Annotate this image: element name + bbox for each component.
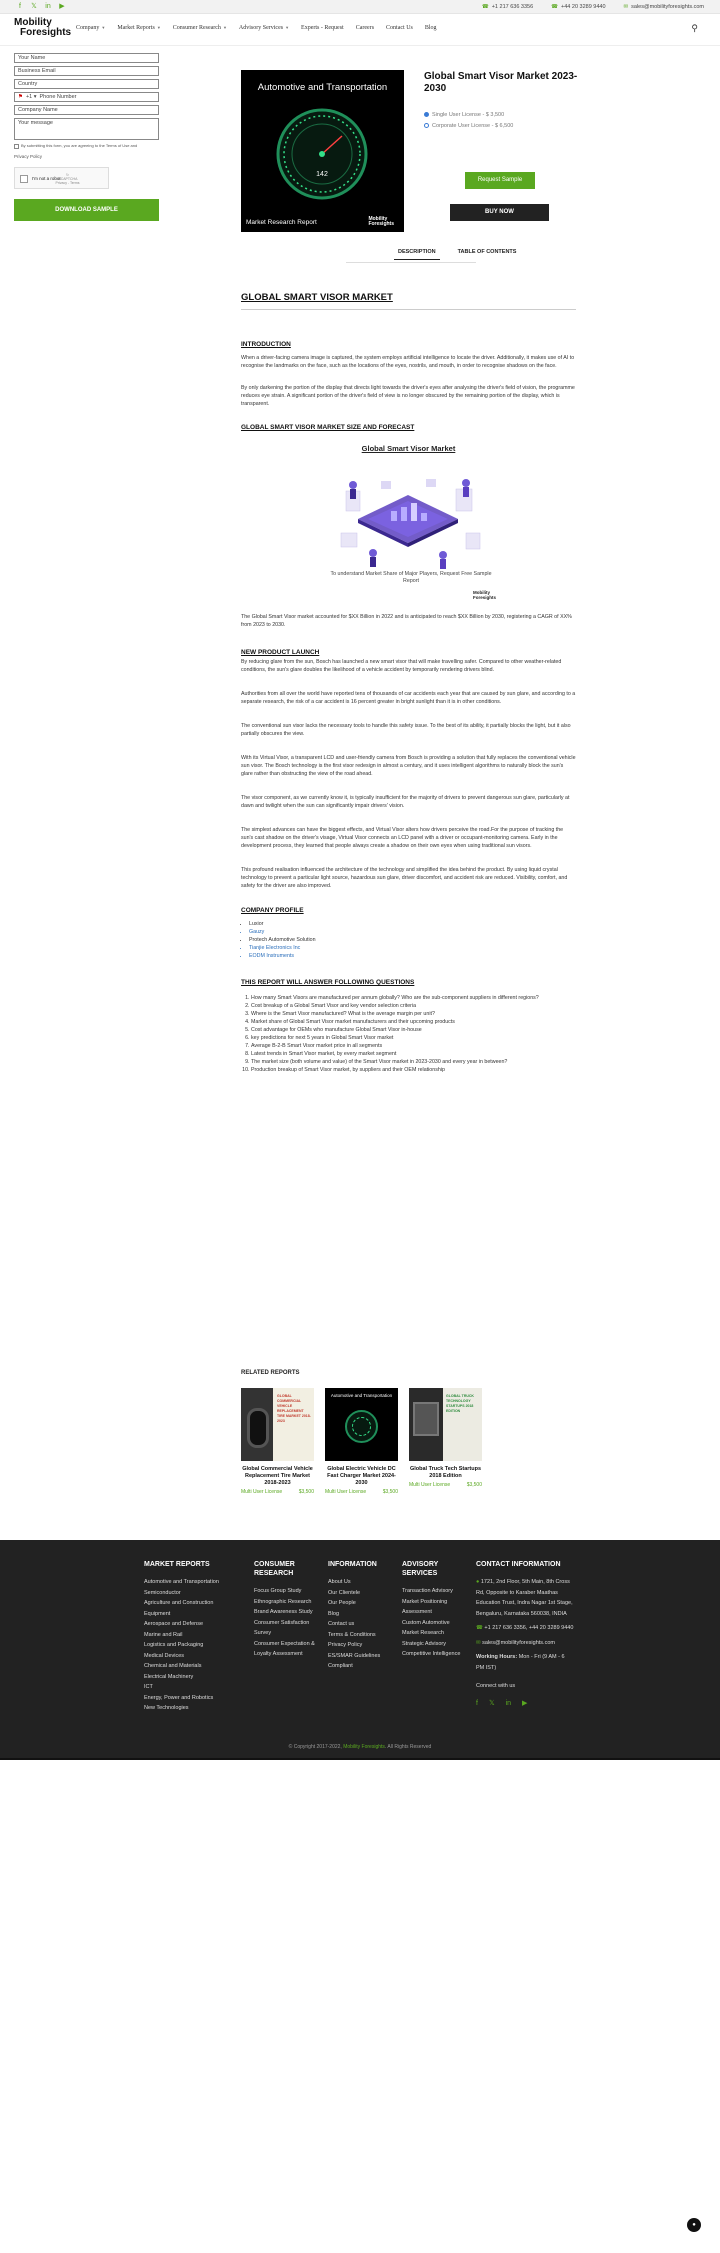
chat-widget-button[interactable] <box>687 2218 701 2232</box>
related-card[interactable]: Automotive and Transportation Global Electric Vehicle DC Fast Charger Market 2024-2030 Multi User License $3,500 <box>325 1388 398 1495</box>
launch-paragraph-6: The simplest advances can have the biggest effects, and Virtual Visor alters how drivers perceive the road.For the purpose of tracking the sun's cast shadow on the driver's visage, Virtual Visor connects an LCD panel with a driver or occupant-monitoring camera. Early in the development process, they learned that people always create a shadow on their own eyes when using traditional sun visors. <box>241 827 564 849</box>
tab-table-of-contents[interactable]: TABLE OF CONTENTS <box>457 249 517 255</box>
country-field[interactable]: Country <box>14 79 159 89</box>
list-item: 2. Cost breakup of a Global Smart Visor and key vendor selection criteria <box>251 1002 576 1010</box>
footer-link[interactable]: Our People <box>328 1600 356 1606</box>
footer-link[interactable]: Privacy Policy <box>328 1642 363 1648</box>
license-corporate[interactable]: Corporate User License - $ 6,500 <box>424 123 513 129</box>
intro-heading: INTRODUCTION <box>241 341 291 348</box>
description-content <box>241 292 576 1074</box>
market-infographic <box>241 433 576 613</box>
buy-now-button[interactable]: BUY NOW <box>450 204 549 221</box>
mail-icon: ✉ <box>476 1639 481 1646</box>
phone-icon: ☎ <box>476 1625 483 1631</box>
footer-link[interactable]: Custom Automotive Market Research <box>402 1619 450 1636</box>
content-main-heading: GLOBAL SMART VISOR MARKET <box>241 292 393 303</box>
twitter-icon[interactable]: 𝕏 <box>488 1699 495 1707</box>
list-item[interactable]: • Tianjie Electronics Inc <box>249 944 576 952</box>
request-sample-button[interactable]: Request Sample <box>465 172 535 189</box>
top-email[interactable]: ✉ sales@mobilityforesights.com <box>623 4 704 10</box>
copyright: © Copyright 2017-2022, Mobility Foresights. All Rights Reserved <box>288 1744 432 1750</box>
nav-contact-us[interactable]: Contact Us <box>386 25 413 31</box>
report-tabs <box>394 249 520 260</box>
footer-link[interactable]: About Us <box>328 1579 351 1585</box>
infographic-logo: Mobility Foresights <box>473 590 497 600</box>
related-title[interactable]: Global Electric Vehicle DC Fast Charger Market 2024-2030 <box>327 1466 396 1486</box>
footer-link[interactable]: Strategic Advisory <box>402 1640 447 1647</box>
recaptcha-icon: ↻ <box>66 173 69 177</box>
email-field[interactable]: Business Email <box>14 66 159 76</box>
top-contact <box>482 3 704 11</box>
nav-company[interactable]: Company ▼ <box>76 25 106 31</box>
chevron-down-icon: ▼ <box>101 25 106 30</box>
footer-link[interactable]: Transaction Advisory <box>402 1588 453 1594</box>
copyright-brand-link[interactable]: Mobility Foresights <box>343 1744 385 1750</box>
list-item: 8. Latest trends in Smart Visor market, by every market segment <box>251 1050 576 1058</box>
footer-information: INFORMATION About Us Our Clientele Our People Blog Contact us Terms & Conditions Privacy Policy ES/SMAR Guidelines Compliant <box>328 1560 390 1672</box>
privacy-policy-link[interactable]: Privacy Policy <box>14 154 43 159</box>
speedometer-gauge-icon <box>241 70 404 232</box>
tab-description[interactable]: DESCRIPTION <box>394 249 440 260</box>
footer-advisory-services: ADVISORY SERVICES Transaction Advisory Market Positioning Assessment Custom Automotive Market Research Strategic Advisory Competitive Intelligence <box>402 1560 462 1660</box>
footer-contact: CONTACT INFORMATION ● 1721, 2nd Floor, 5th Main, 8th Cross Rd, Opposite to Karaber Maathas Education Trust, Indra Nagar 1st Stage, Bengaluru, Karnataka 560038, INDIA ☎ +1 217 636 3356, +44 20 3289 9440 ✉ sales@mobilityforesights.com Working Hours: Mon - Fri (9 AM - 6 PM IST) Connect with us f 𝕏 in ▶ <box>476 1560 574 1709</box>
related-reports <box>241 1370 576 1495</box>
list-item: 7. Average B-2-B Smart Visor market price in all segments <box>251 1042 576 1050</box>
consent-row: By submitting this form, you are agreeing to the Terms of Use and <box>14 143 160 149</box>
phone-field[interactable]: ⚑ +1 ▾ Phone Number <box>14 92 159 102</box>
consent-checkbox[interactable] <box>14 144 19 149</box>
launch-paragraph-4: With its Virtual Visor, a transparent LCD and user-friendly camera from Bosch is providing a solution that fully replaces the conventional vehicle sun visor. The Bosch technology is the first visor redesign in almost a century, and it uses intelligent algorithms to naturally block the sun's glare rather than obstructing the view of the road ahead. <box>241 755 576 777</box>
download-sample-button[interactable]: DOWNLOAD SAMPLE <box>14 199 159 221</box>
launch-paragraph-2: Authorities from all over the world have reported tens of thousands of car accidents each year that are caused by sun glare, and according to a separate research, the risk of a car accident is 16 percent greater in bright sunlight than it is in other conditions. <box>241 691 576 705</box>
footer-link[interactable]: Brand Awareness Study <box>254 1609 313 1615</box>
recaptcha-widget: I'm not a robot ↻ reCAPTCHA Privacy - Terms <box>14 167 109 189</box>
footer-social-links <box>476 1699 574 1710</box>
footer-link[interactable]: Electrical Machinery <box>144 1673 194 1680</box>
market-size-paragraph: The Global Smart Visor market accounted for $XX Billion in 2022 and is anticipated to reach $XX Billion by 2030, registering a CAGR of XX% from 2023 to 2030. <box>241 614 572 628</box>
questions-heading: THIS REPORT WILL ANSWER FOLLOWING QUESTIONS <box>241 979 415 986</box>
list-item: 1. How many Smart Visors are manufactured per annum globally? Who are the sub-component suppliers in different regions? <box>251 994 576 1002</box>
nav-market-reports[interactable]: Market Reports ▼ <box>117 25 161 31</box>
list-item: 6. key predictions for next 5 years in Global Smart Visor market <box>251 1034 576 1042</box>
launch-heading: NEW PRODUCT LAUNCH <box>241 649 320 656</box>
sample-request-form <box>14 53 160 221</box>
list-item: 5. Cost advantage for OEMs who manufacture Global Smart Visor in-house <box>251 1026 576 1034</box>
related-title[interactable]: Global Commercial Vehicle Replacement Tire Market 2018-2023 <box>242 1466 313 1486</box>
related-card[interactable]: GLOBAL COMMERCIAL VEHICLE REPLACEMENT TIRE MARKET 2018-2023 Global Commercial Vehicle Replacement Tire Market 2018-2023 Multi User License $3,500 <box>241 1388 314 1495</box>
size-heading: GLOBAL SMART VISOR MARKET SIZE AND FORECAST <box>241 424 415 431</box>
nav-consumer-research[interactable]: Consumer Research ▼ <box>172 25 227 31</box>
name-field[interactable]: Your Name <box>14 53 159 63</box>
footer-link[interactable]: Medical Devices <box>144 1652 185 1659</box>
infographic-title: Global Smart Visor Market <box>361 444 456 453</box>
twitter-icon[interactable]: 𝕏 <box>31 3 37 10</box>
company-profile-heading: COMPANY PROFILE <box>241 907 304 914</box>
mail-icon: ✉ <box>623 4 629 10</box>
related-cover-image[interactable]: GLOBAL COMMERCIAL VEHICLE REPLACEMENT TIRE MARKET 2018-2023 <box>241 1388 314 1461</box>
list-item: 9. The market size (both volume and value) of the Smart Visor market in 2023-2030 and every year in between? <box>251 1058 576 1066</box>
footer-email[interactable]: ✉ sales@mobilityforesights.com <box>476 1639 555 1646</box>
related-card[interactable]: GLOBAL TRUCK TECHNOLOGY STARTUPS 2018 EDITION Global Truck Tech Startups 2018 Edition Multi User License $3,500 <box>409 1388 482 1495</box>
top-bar <box>0 0 720 14</box>
footer-hours: Working Hours: Mon - Fri (9 AM - 6 PM IST) <box>476 1654 565 1671</box>
facebook-icon[interactable]: f <box>19 3 21 10</box>
infographic-caption: To understand Market Share of Major Players, Request Free Sample Report <box>330 571 492 584</box>
license-single[interactable]: Single User License - $ 3,500 <box>424 112 504 118</box>
main-nav <box>76 25 437 31</box>
youtube-icon[interactable]: ▶ <box>59 3 65 10</box>
related-cover-image[interactable]: Automotive and Transportation <box>325 1388 398 1461</box>
nav-advisory-services[interactable]: Advisory Services ▼ <box>238 25 290 31</box>
footer-link[interactable]: ES/SMAR Guidelines Compliant <box>328 1652 381 1669</box>
footer-connect: Connect with us <box>476 1683 516 1689</box>
footer-consumer-research: CONSUMER RESEARCH Focus Group Study Ethnographic Research Brand Awareness Study Consumer Satisfaction Survey Consumer Expectation & Loyalty Assessment <box>254 1560 316 1660</box>
related-cover-image[interactable]: GLOBAL TRUCK TECHNOLOGY STARTUPS 2018 EDITION <box>409 1388 482 1461</box>
isometric-dashboard-illustration <box>241 433 576 573</box>
footer-link[interactable]: Energy, Power and Robotics <box>144 1694 214 1701</box>
questions-list <box>241 994 576 1074</box>
top-phone-2[interactable]: ☎ +44 20 3289 9440 <box>551 4 606 10</box>
launch-paragraph-3: The conventional sun visor lacks the necessary tools to handle this safety issue. To the best of its ability, it partially blocks the light, but it also partially obscures the view. <box>241 723 571 737</box>
list-item: 10. Production breakup of Smart Visor market, by suppliers and their OEM relationship <box>251 1066 576 1074</box>
list-item: 4. Market share of Global Smart Visor market manufacturers and their upcoming products <box>251 1018 576 1026</box>
recaptcha-checkbox[interactable] <box>20 175 28 183</box>
footer-link[interactable]: Contact us <box>328 1621 355 1627</box>
launch-paragraph-7: This profound realisation influenced the architecture of the technology and simplified the idea behind the product. By using liquid crystal technology to prevent a particular light source, hazardous sun glare, driver discomfort, and accident risk are reduced. Visibility, comfort, and safety for the driver are also improved. <box>241 867 568 889</box>
recaptcha-badge: ↻ reCAPTCHA Privacy - Terms <box>55 173 80 185</box>
intro-paragraph-2: By only darkening the portion of the display that directs light towards the driver's eyes after analysing the driver's field of vision, the programme reduces eye strain. A significant portion of the driver's field of view is no longer obscured by the remaining portion of the display, which is transparent. <box>241 385 575 407</box>
company-list <box>241 920 576 960</box>
footer-link[interactable]: Logistics and Packaging <box>144 1642 204 1648</box>
launch-paragraph-1: By reducing glare from the sun, Bosch has launched a new smart visor that will make travelling safer. Compared to other weather-related conditions, the sun's glare doubles the likelihood of a vehicle accident by temporarily rendering drivers blind. <box>241 659 562 673</box>
footer-market-reports: MARKET REPORTS Automotive and Transportation Semiconductor Agriculture and Construction Equipment Aerospace and Defense Marine and Rail Logistics and Packaging Medical Devices Chemical and Materials Electrical Machinery ICT Energy, Power and Robotics New Technologies <box>144 1560 240 1714</box>
footer-link[interactable]: New Technologies <box>144 1705 189 1711</box>
footer-link[interactable]: Consumer Satisfaction Survey <box>254 1619 310 1636</box>
youtube-icon[interactable]: ▶ <box>522 1699 528 1707</box>
footer-link[interactable]: Automotive and Transportation <box>144 1579 219 1585</box>
nav-experts-request[interactable]: Experts - Request <box>301 25 344 31</box>
radio-selected[interactable] <box>424 112 429 117</box>
location-icon: ● <box>476 1579 480 1585</box>
chevron-down-icon: ▼ <box>156 25 161 30</box>
chat-icon: ● <box>692 2222 696 2228</box>
list-item[interactable]: • Gauzy <box>249 928 576 936</box>
linkedin-icon[interactable]: in <box>505 1699 512 1707</box>
related-heading: RELATED REPORTS <box>241 1370 300 1376</box>
phone-icon: ☎ <box>551 4 559 10</box>
footer-link[interactable]: Semiconductor <box>144 1589 181 1596</box>
site-footer <box>0 1540 720 1760</box>
search-icon[interactable]: ⚲ <box>691 23 698 33</box>
footer-link[interactable]: Focus Group Study <box>254 1588 302 1594</box>
footer-link[interactable]: Blog <box>328 1610 340 1617</box>
footer-link[interactable]: Market Positioning Assessment <box>402 1598 448 1615</box>
list-item: • Protech Automotive Solution <box>249 936 576 944</box>
footer-bottom-bar <box>0 1758 720 1760</box>
list-item[interactable]: • EODM Instruments <box>249 952 576 960</box>
report-title: Global Smart Visor Market 2023-2030 <box>424 71 578 94</box>
site-logo[interactable]: Mobility Foresights <box>14 17 72 38</box>
company-field[interactable]: Company Name <box>14 105 159 115</box>
related-title[interactable]: Global Truck Tech Startups 2018 Edition <box>409 1466 482 1479</box>
footer-link[interactable]: Competitive Intelligence <box>402 1651 461 1657</box>
message-field[interactable]: Your message <box>14 118 159 140</box>
footer-link[interactable]: Agriculture and Construction Equipment <box>144 1600 214 1617</box>
intro-paragraph-1: When a driver-facing camera image is captured, the system employs artificial intelligence to locate the driver. Additionally, it makes use of AI to recognise the landmarks on the face, such as the locations of the eyes, nostrils, and mouth, in order to recognise shadows on the face. <box>241 355 575 369</box>
footer-link[interactable]: Consumer Expectation & Loyalty Assessment <box>254 1640 315 1657</box>
tab-divider <box>346 262 476 263</box>
footer-link[interactable]: Aerospace and Defense <box>144 1621 204 1627</box>
chevron-down-icon: ▼ <box>222 25 227 30</box>
site-header <box>0 14 720 46</box>
footer-link[interactable]: ICT <box>144 1684 153 1690</box>
top-social-links <box>16 3 66 11</box>
phone-icon: ☎ <box>481 4 489 10</box>
cover-logo: Mobility Foresights <box>368 216 394 227</box>
radio-unselected[interactable] <box>424 123 429 128</box>
top-phone[interactable]: ☎ +1 217 636 3356 <box>481 4 534 10</box>
facebook-icon[interactable]: f <box>476 1699 478 1707</box>
chevron-down-icon: ▼ <box>285 25 290 30</box>
us-flag-icon[interactable]: ⚑ <box>18 94 23 100</box>
footer-link[interactable]: Chemical and Materials <box>144 1663 202 1669</box>
footer-link[interactable]: Terms & Conditions <box>328 1631 376 1638</box>
nav-blog[interactable]: Blog <box>424 25 437 31</box>
list-item: 3. Where is the Smart Visor manufactured? What is the average margin per unit? <box>251 1010 576 1018</box>
launch-paragraph-5: The visor component, as we currently know it, is typically insufficient for the majority of drivers to prevent dangerous sun glare, particularly at dawn and twilight when the sun can significantly impair drivers' vision. <box>241 795 570 809</box>
gauge-readout: 142 <box>316 171 328 178</box>
list-item: • Luxior <box>249 920 576 928</box>
linkedin-icon[interactable]: in <box>45 3 51 10</box>
report-cover-image: Automotive and Transportation 142 Market Research Report Mobility Foresights <box>241 70 404 232</box>
nav-careers[interactable]: Careers <box>355 25 375 31</box>
footer-link[interactable]: Ethnographic Research <box>254 1598 312 1605</box>
phone-code[interactable]: +1 ▾ <box>25 94 37 100</box>
footer-link[interactable]: Our Clientele <box>328 1589 361 1596</box>
footer-address: ● 1721, 2nd Floor, 5th Main, 8th Cross Rd, Opposite to Karaber Maathas Education Trust, Indra Nagar 1st Stage, Bengaluru, Karnataka 560038, INDIA <box>476 1579 573 1617</box>
footer-phones[interactable]: ☎ +1 217 636 3356, +44 20 3289 9440 <box>476 1625 574 1631</box>
footer-link[interactable]: Marine and Rail <box>144 1631 183 1638</box>
